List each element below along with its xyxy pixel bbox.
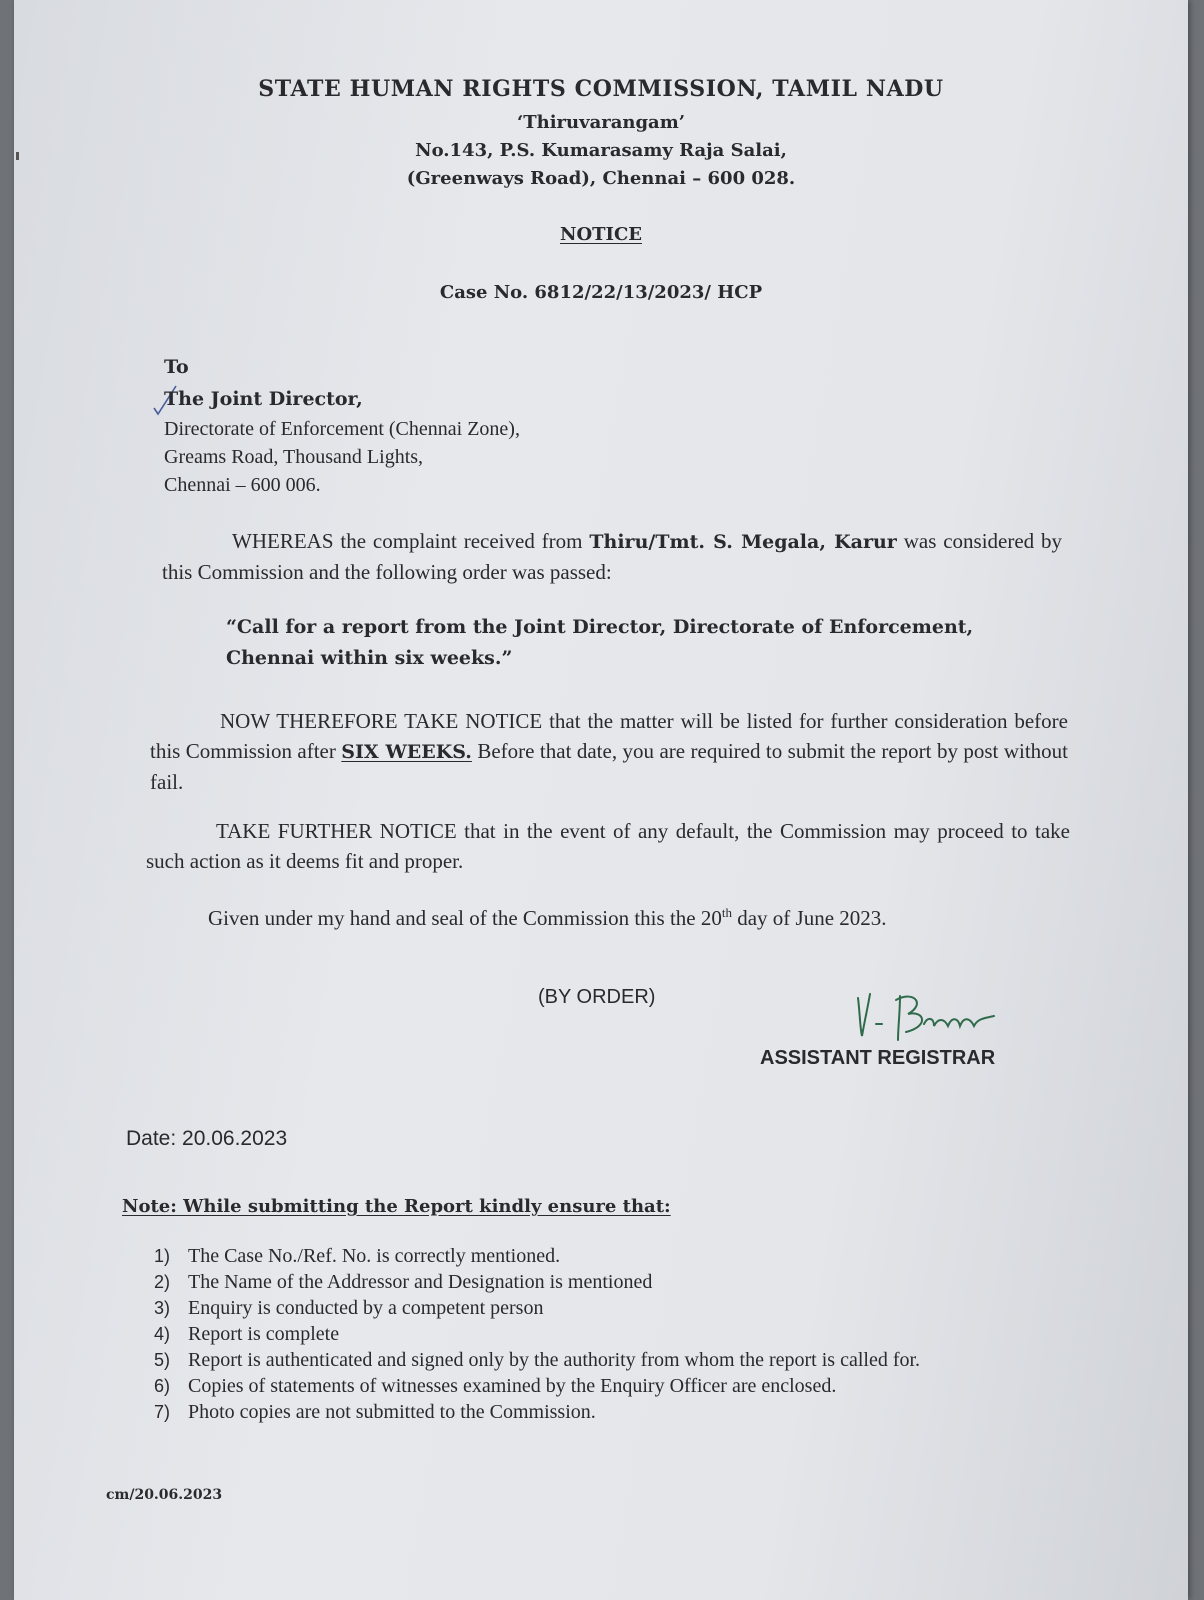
list-item: 6) Copies of statements of witnesses examined by the Enquiry Officer are enclosed. bbox=[154, 1375, 837, 1397]
order-quote: “Call for a report from the Joint Director, Directorate of Enforcement, Chennai within six weeks.” bbox=[226, 616, 974, 669]
addressee-line: Greams Road, Thousand Lights, bbox=[164, 446, 424, 468]
signatory-designation: ASSISTANT REGISTRAR bbox=[760, 1047, 996, 1069]
addressee-line: Directorate of Enforcement (Chennai Zone), bbox=[164, 418, 520, 440]
note-heading: Note: While submitting the Report kindly ensure that: bbox=[122, 1196, 671, 1217]
by-order-label: (BY ORDER) bbox=[538, 986, 656, 1008]
list-item: 7) Photo copies are not submitted to the Commission. bbox=[154, 1401, 596, 1423]
complainant-name: Thiru/Tmt. S. Megala, Karur bbox=[589, 531, 897, 553]
paragraph-whereas: WHEREAS the complaint received from Thiru/Tmt. S. Megala, Karur was considered by this Commission and the following order was passed: bbox=[162, 529, 1063, 584]
list-item: 4) Report is complete bbox=[154, 1323, 340, 1345]
document-page bbox=[14, 0, 1188, 1600]
header-building-name: ‘Thiruvarangam’ bbox=[516, 112, 686, 133]
header-address-line: (Greenways Road), Chennai – 600 028. bbox=[406, 168, 796, 189]
address-to: To bbox=[164, 356, 189, 378]
list-item: 3) Enquiry is conducted by a competent person bbox=[154, 1297, 544, 1319]
addressee-line: Chennai – 600 006. bbox=[164, 474, 321, 496]
notice-heading: NOTICE bbox=[560, 224, 642, 245]
deadline-emphasis: SIX WEEKS. bbox=[341, 741, 472, 763]
note-checklist bbox=[154, 1244, 1054, 1426]
paragraph-further-notice: TAKE FURTHER NOTICE that in the event of any default, the Commission may proceed to take such action as it deems fit and proper. bbox=[146, 819, 1070, 873]
list-item: 1) The Case No./Ref. No. is correctly mentioned. bbox=[154, 1245, 561, 1267]
signature-image bbox=[854, 984, 1034, 1048]
paragraph-take-notice: NOW THEREFORE TAKE NOTICE that the matter will be listed for further consideration before this Commission after SIX WEEKS. Before that date, you are required to submit the report by post without fail. bbox=[150, 709, 1068, 794]
list-item: 5) Report is authenticated and signed only by the authority from whom the report is called for. bbox=[154, 1349, 921, 1371]
footer-reference: cm/20.06.2023 bbox=[106, 1487, 223, 1503]
header-address-line: No.143, P.S. Kumarasamy Raja Salai, bbox=[415, 140, 787, 161]
case-number: Case No. 6812/22/13/2023/ HCP bbox=[439, 282, 763, 303]
paragraph-given-under: Given under my hand and seal of the Commission this the 20th day of June 2023. bbox=[208, 905, 887, 930]
issue-date: Date: 20.06.2023 bbox=[126, 1127, 288, 1150]
header-title: STATE HUMAN RIGHTS COMMISSION, TAMIL NADU bbox=[258, 76, 944, 102]
list-item: 2) The Name of the Addressor and Designation is mentioned bbox=[154, 1271, 653, 1293]
addressee-name: The Joint Director, bbox=[164, 388, 363, 410]
